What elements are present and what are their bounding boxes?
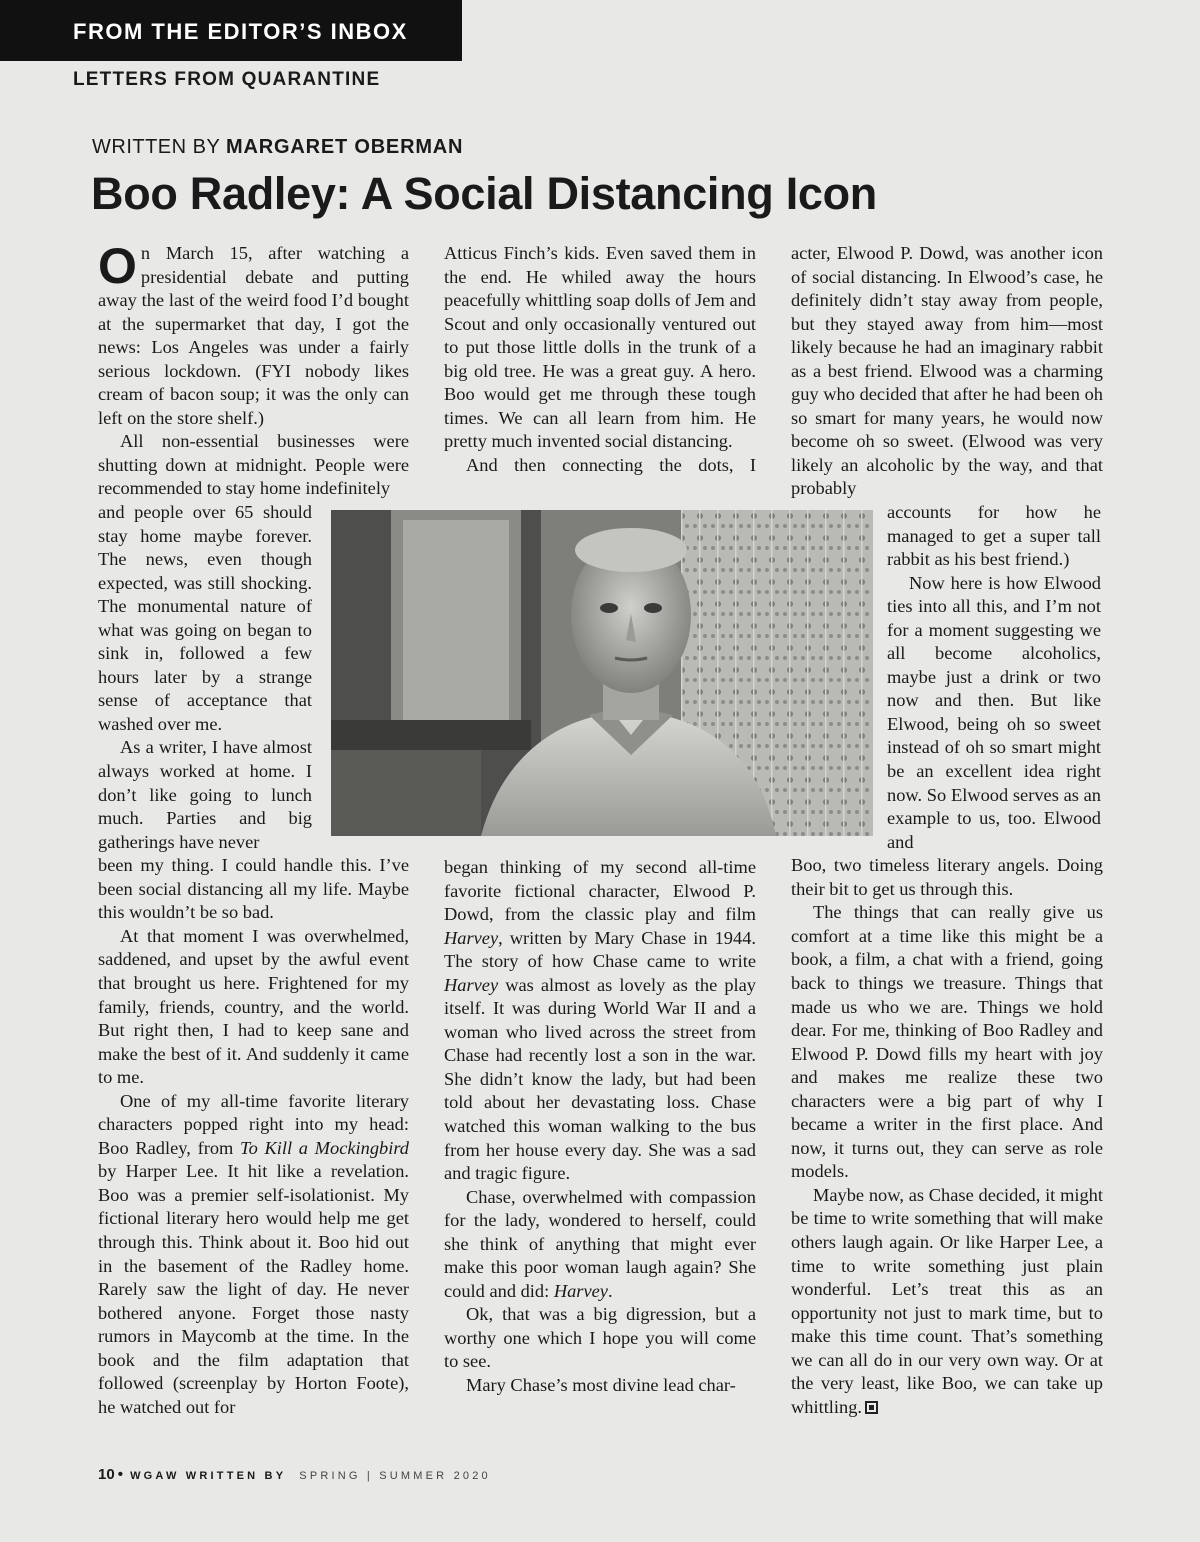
paragraph-continued xyxy=(98,501,312,736)
headline-bold: Boo Radley: xyxy=(91,168,351,219)
issue-label: SPRING | SUMMER 2020 xyxy=(299,1470,491,1482)
paragraph xyxy=(444,1374,756,1398)
page-number: 10 xyxy=(98,1466,115,1483)
book-title: To Kill a Mockingbird xyxy=(240,1137,409,1158)
headline xyxy=(91,168,877,220)
paragraph-continued xyxy=(887,501,1101,572)
paragraph-text: acter, Elwood P. Dowd, was another icon of social distancing. In Elwood’s case, he definitely didn’t stay away from people, but they stayed away from him—most likely because he had an imaginary rabbit as a best friend. Elwood was a charming guy who decided that after he had been oh so smart for many years, he would now become oh so sweet. (Elwood was very likely an alcoholic by the way, and that probably xyxy=(791,243,1103,499)
byline-prefix: WRITTEN BY xyxy=(92,136,220,158)
paragraph-continued xyxy=(791,242,1103,501)
paragraph xyxy=(791,901,1103,1184)
dropcap: O xyxy=(98,238,137,294)
headline-rest: A Social Distancing Icon xyxy=(350,168,877,219)
paragraph-text: Ok, that was a big digression, but a worthy one which I hope you will come to see. xyxy=(444,1304,756,1372)
paragraph xyxy=(791,1184,1103,1419)
paragraph-text: The things that can really give us comfort at a time like this might be a book, a film, a chat with a friend, going back to things we treasure. Things that made us who we are. Things we hold dear. For me, thinking of Boo Radley and Elwood P. Dowd fills my heart with joy and makes me realize these two characters were a big part of why I became a writer in the first place. And now, it turns out, they can serve as role models. xyxy=(791,902,1103,1182)
film-title: Harvey xyxy=(444,974,499,995)
paragraph-text: and people over 65 should stay home maybe forever. The news, even though expected, was still shocking. The monumental nature of what was going on began to sink in, followed a few hours later by a strange sense of acceptance that washed over me. xyxy=(98,502,312,734)
paragraph-text: Mary Chase’s most divine lead char- xyxy=(466,1375,736,1396)
film-title: Harvey xyxy=(553,1280,608,1301)
photo-illustration xyxy=(331,510,873,836)
article-photo xyxy=(331,510,873,836)
paragraph-text: was almost as lovely as the play itself. It was during World War II and a woman who lived across the street from Chase had recently lost a son in the war. She didn’t know the lady, but had been told about her devastating loss. Chase watched this woman walking to the bus from her house every day. She was a sad and tragic figure. xyxy=(444,974,756,1184)
paragraph-text: At that moment I was overwhelmed, saddened, and upset by the awful event that brought us here. Frightened for my family, friends, country, and the world. But right then, I had to keep sane and make the best of it. And suddenly it came to me. xyxy=(98,925,409,1088)
paragraph-text: All non-essential businesses were shutting down at midnight. People were recommended to stay home indefinitely xyxy=(98,431,409,499)
paragraph xyxy=(887,572,1101,855)
end-mark-icon xyxy=(865,1401,878,1414)
paragraph-text: Maybe now, as Chase decided, it might be time to write something that will make others laugh again. Or like Harper Lee, a time to write something just plain wonderful. Let’s treat this as an opportunity not just to mark time, but to make this time count. That’s something we can all do in our very own way. Or at the very least, like Boo, we can take up whittling. xyxy=(791,1184,1103,1417)
page-footer xyxy=(98,1466,491,1483)
paragraph-text: by Harper Lee. It hit like a revelation. Boo was a premier self-isolationist. My fictional literary hero would help me get through this. Think about it. Boo hid out in the basement of the Radley home. Rarely saw the light of day. He never bothered anyone. Forget those nasty rumors in Maycomb at the time. In the book and the film adaptation that followed (screenplay by Horton Foote), he watched out for xyxy=(98,1161,409,1417)
paragraph-text: , written by Mary Chase in 1944. The story of how Chase came to write xyxy=(444,927,756,972)
section-banner xyxy=(0,0,462,61)
article-column-2 xyxy=(444,242,756,477)
paragraph-text: Atticus Finch’s kids. Even saved them in the end. He whiled away the hours peacefully whittling soap dolls of Jem and Scout and only occasionally ventured out to put those little dolls in the trunk of a big old tree. He was a great guy. A hero. Boo would get me through these tough times. We can all learn from him. He pretty much invented social distancing. xyxy=(444,243,756,452)
paragraph xyxy=(444,1186,756,1304)
paragraph-text: Now here is how Elwood ties into all this, and I’m not for a moment suggesting we all become alcoholics, maybe just a drink or two now and then. But like Elwood, being oh so sweet instead of oh so smart might be an excellent idea right now. So Elwood serves as an example to us, too. Elwood and xyxy=(887,572,1101,852)
paragraph-text: . xyxy=(607,1280,613,1301)
paragraph xyxy=(98,925,409,1090)
section-banner-text: FROM THE EDITOR’S INBOX xyxy=(73,19,408,44)
film-title: Harvey xyxy=(444,927,499,948)
paragraph-text: been my thing. I could handle this. I’ve been social distancing all my life. Maybe this wouldn’t be so bad. xyxy=(98,855,409,923)
byline xyxy=(92,136,463,159)
paragraph-text: As a writer, I have almost always worked at home. I don’t like going to lunch much. Parties and big gatherings have never xyxy=(98,737,312,852)
section-subtitle: LETTERS FROM QUARANTINE xyxy=(73,69,381,90)
paragraph-text: One of my all-time favorite literary characters popped right into my head: Boo Radley, from xyxy=(98,1090,409,1158)
paragraph xyxy=(444,454,756,478)
magazine-name: WGAW WRITTEN BY xyxy=(130,1470,287,1482)
paragraph-continued xyxy=(444,856,756,1186)
paragraph-text: Boo, two timeless literary angels. Doing their bit to get us through this. xyxy=(791,855,1103,899)
article-column-2-lower xyxy=(444,856,756,1398)
byline-author: MARGARET OBERMAN xyxy=(226,136,464,158)
paragraph-text: n March 15, after watching a presidential debate and putting away the last of the weird food I’d bought at the supermarket that day, I got the news: Los Angeles was under a fairly serious lockdown. (FYI nobody likes cream of bacon soup; it was the only can left on the store shelf.) xyxy=(98,243,409,428)
paragraph-continued xyxy=(98,854,409,925)
paragraph-text: accounts for how he managed to get a super tall rabbit as his best friend.) xyxy=(887,502,1101,570)
paragraph-text: And then connecting the dots, I xyxy=(466,454,756,475)
paragraph-text: Chase, overwhelmed with compassion for the lady, wondered to herself, could she think of anything that might ever make this poor woman laugh again? She could and did: xyxy=(444,1186,756,1301)
footer-bullet: • xyxy=(117,1466,124,1483)
paragraph xyxy=(98,1090,409,1420)
paragraph-text: began thinking of my second all-time favorite fictional character, Elwood P. Dowd, from the classic play and film xyxy=(444,857,756,925)
paragraph xyxy=(98,238,409,430)
paragraph-continued xyxy=(791,854,1103,901)
paragraph xyxy=(98,736,312,854)
paragraph xyxy=(444,1303,756,1374)
paragraph xyxy=(444,242,756,454)
paragraph xyxy=(98,430,409,501)
